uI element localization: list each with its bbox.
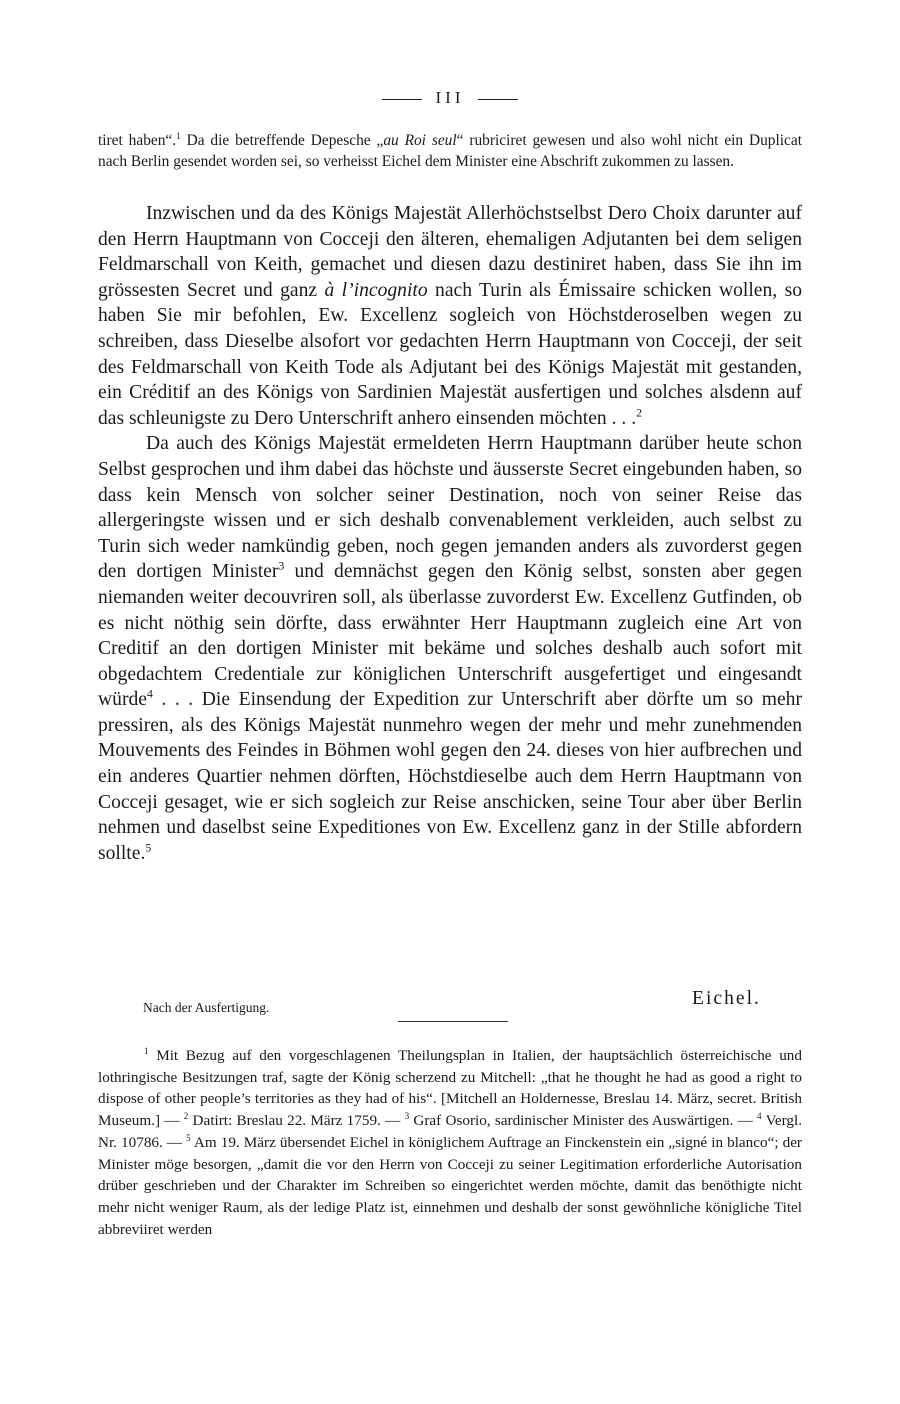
footnotes bbox=[98, 1045, 802, 1240]
header-rule-left bbox=[382, 99, 422, 100]
header-rule-right bbox=[478, 99, 518, 100]
footnote-text bbox=[98, 1045, 802, 1240]
paragraph-text: und demnächst gegen den König selbst, sonsten aber gegen niemanden weiter decouvriren soll, als überlasse zuvorderst Ew. Excellenz Gutfinden, ob es nicht nöthig sein dörfte, dass erwähnter Herr Hauptmann zugleich eine Art von Creditif an den dortigen Minister mit bekäme und solches deshalb auch sofort mit obgedachtem Credentiale zur königlichen Unterschrift ausgefertiget und eingesandt würde bbox=[98, 561, 803, 711]
paragraph-text: Da auch des Königs Majestät ermeldeten Herrn Hauptmann darüber heute schon Selbst gesprochen und ihm dabei das höchste und äusserste Secret eingebunden haben, so dass kein Mensch von solcher seiner Destination, noch von seiner Reise das allergeringste wissen und er sich deshalb convenablement verkleiden, auch selbst zu Turin sich weder namkündig geben, noch gegen jemanden anders als zuvorderst gegen den dortigen Minister bbox=[98, 433, 802, 583]
intro-paragraph bbox=[98, 131, 802, 172]
paragraph-text: Inzwischen und da des Königs Majestät Allerhöchstselbst Dero Choix darunter auf den Herrn Hauptmann von Cocceji den älteren, ehemaligen Adjutanten bei dem seligen Feldmarschall von Keith, gemachet und diesen dazu destiniret haben, dass Sie ihn im grössesten Secret und ganz bbox=[98, 203, 802, 301]
footnote-body: Mit Bezug auf den vorgeschlagenen Theilungsplan in Italien, der hauptsächlich österreichische und lothringische Besitzungen traf, sagte der König scherzend zu Mitchell: „that he thought he had as good a right to dispose of other people’s territories as they had of his“. [Mitchell an Holdernesse, Breslau 14. März, secret. British Museum.] — bbox=[98, 1047, 802, 1130]
paragraph-text: nach Turin als Émissaire schicken wollen, so haben Sie mir befohlen, Ew. Excellenz sogleich von Höchstderoselben wegen zu schreiben, dass Dieselbe alsofort vor gedachten Herrn Hauptmann von Cocceji, der seit des Feldmarschall von Keith Tode als Adjutant bei des Königs Majestät mit gestanden, ein Créditif an des Königs von Sardinien Majestät ausfertigen und solches alsdenn auf das schleunigste zu Dero Unterschrift anhero einsenden möchten . . . bbox=[98, 279, 802, 429]
source-note: Nach der Ausfertigung. bbox=[143, 1000, 270, 1015]
footnote-separator bbox=[398, 1021, 508, 1022]
footnote-mark: 5 bbox=[186, 1132, 191, 1143]
paragraph-text: . . . Die Einsendung der Expedition zur Unterschrift aber dörfte um so mehr pressiren, als des Königs Majestät nunmehro wegen der mehr und mehr zunehmenden Mouvements des Feindes in Böhmen wohl gegen den 24. dieses von hier aufbrechen und ein anderes Quartier nehmen dörften, Höchstdieselbe auch dem Herrn Hauptmann von Cocceji gesaget, wie er sich sogleich zur Reise anschicken, seine Tour aber über Berlin nehmen und daselbst seine Expeditiones von Ew. Excellenz ganz in der Stille abfordern sollte. bbox=[98, 689, 802, 864]
intro-text: Da die betreffende Depesche „ bbox=[180, 132, 384, 149]
intro-text: tiret haben“. bbox=[98, 132, 177, 149]
italic-phrase: à l’incognito bbox=[324, 279, 428, 301]
intro-text: “ rubriciret gewesen und also wohl nicht ein Duplicat nach Berlin gesendet worden sei, so verheisst Eichel dem Minister eine Abschrift zukommen zu lassen. bbox=[98, 132, 802, 170]
footnote-body: Datirt: Breslau 22. März 1759. — bbox=[188, 1112, 405, 1130]
signature-block bbox=[98, 988, 802, 1020]
body-paragraph bbox=[98, 431, 802, 866]
footnote-body: Vergl. Nr. 10786. — bbox=[98, 1112, 802, 1151]
footnote-mark: 3 bbox=[404, 1111, 410, 1122]
footnote-ref-5: 5 bbox=[145, 841, 152, 855]
footnote-body: Am 19. März übersendet Eichel in königlichem Auftrage an Finckenstein ein „signé in blanco“; der Minister möge besorgen, „damit die vor den Herrn von Cocceji zu seiner Legitimation erforderliche Autorisation drüber geschrieben und der Charakter im Schreiben so eingerichtet werden möchte, damit das benöthigte nicht mehr nicht weniger Raum, als der ledige Platz ist, einnehmen und deshalb der sonst gewöhnliche königliche Titel abbreviiret werden bbox=[98, 1133, 802, 1238]
body-paragraph bbox=[98, 201, 802, 431]
footnote-mark: 1 bbox=[144, 1045, 149, 1056]
footnote-mark: 2 bbox=[183, 1111, 189, 1122]
footnote-ref-3: 3 bbox=[278, 559, 285, 573]
footnote-ref-2: 2 bbox=[636, 406, 642, 420]
signature-name: Eichel. bbox=[692, 988, 761, 1009]
footnote-body: Graf Osorio, sardinischer Minister des Auswärtigen. — bbox=[409, 1112, 758, 1130]
page-header bbox=[0, 88, 900, 108]
italic-phrase: au Roi seul bbox=[383, 132, 457, 149]
page-number: III bbox=[435, 88, 465, 107]
letter-body bbox=[98, 201, 802, 866]
footnote-ref-4: 4 bbox=[146, 687, 153, 701]
footnote-ref-1: 1 bbox=[176, 130, 181, 141]
footnote-mark: 4 bbox=[757, 1111, 762, 1122]
